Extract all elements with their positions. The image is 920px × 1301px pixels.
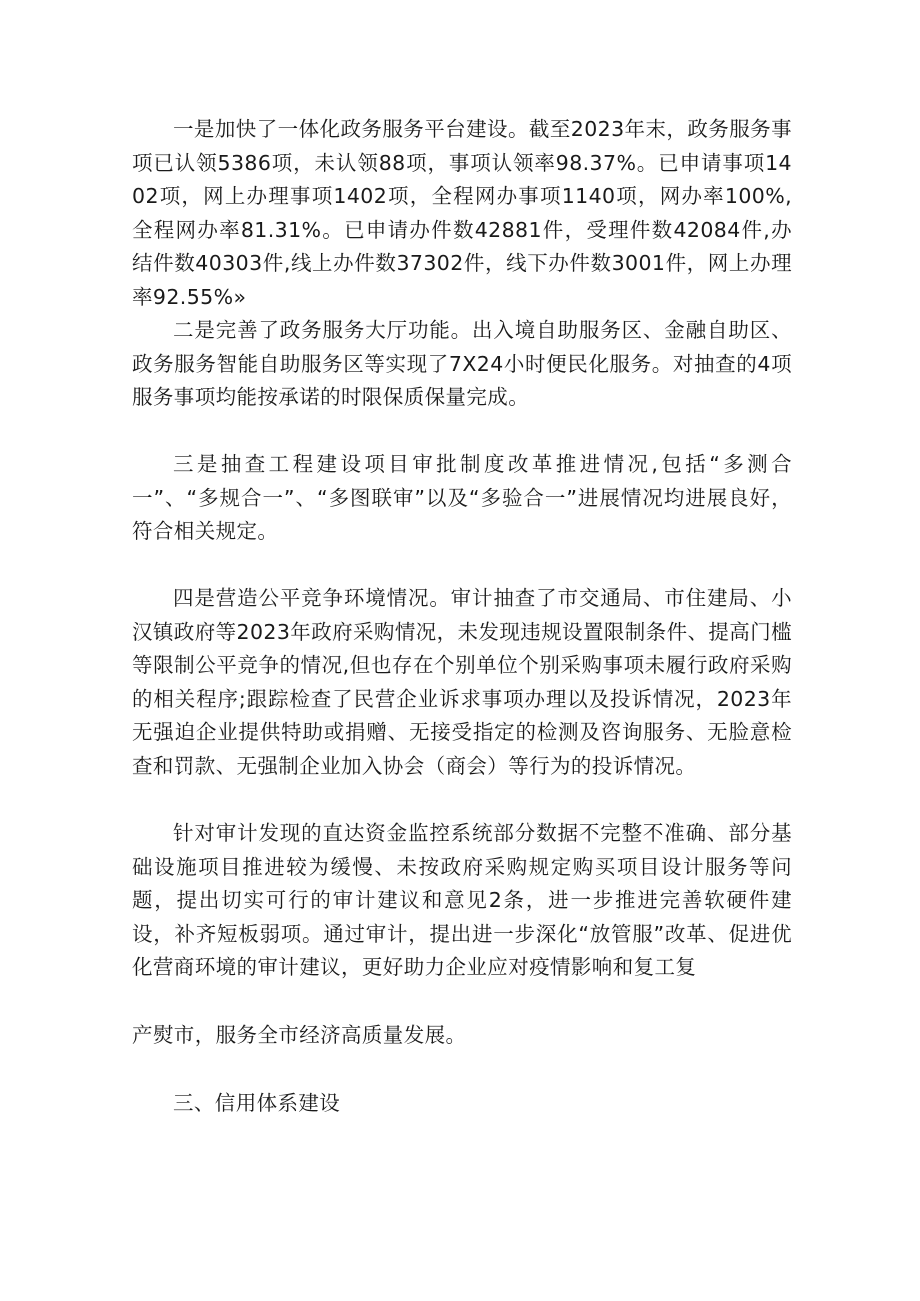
paragraph-continuation: 产熨市，服务全市经济高质量发展。 [132,1023,467,1047]
section-heading-credit-system: 三、信用体系建设 [173,1091,341,1115]
paragraph-audit-recommendations: 针对审计发现的直达资金监控系统部分数据不完整不准确、部分基础设施项目推进较为缓慢、未按政府采购规定购买项目设计服务等问题，提出切实可行的审计建议和意见2条，进一步推进完善软硬件建设，补齐短板弱项。通过审计，提出进一步深化“放管服”改革、促进优化营商环境的审计建议，更好助力企业应对疫情影响和复工复 [132,821,792,979]
paragraph-project-approval-reform: 三是抽查工程建设项目审批制度改革推进情况,包括“多测合一”、“多规合一”、“多图联审”以及“多验合一”进展情况均进展良好，符合相关规定。 [132,452,792,543]
paragraph-platform-construction: 一是加快了一体化政务服务平台建设。截至2023年末，政务服务事项已认领5386项，未认领88项，事项认领率98.37%。已申请事项1402项，网上办理事项1402项，全程网办事项1140项，网办率100%,全程网办率81.31%。已申请办件数42881件，受理件数42084件,办结件数40303件,线上办件数37302件，线下办件数3001件，网上办理率92.55%» [132,117,792,309]
paragraph-service-hall: 二是完善了政务服务大厅功能。出入境自助服务区、金融自助区、政务服务智能自助服务区等实现了7X24小时便民化服务。对抽查的4项服务事项均能按承诺的时限保质保量完成。 [132,318,792,409]
paragraph-fair-competition: 四是营造公平竞争环境情况。审计抽查了市交通局、市住建局、小汉镇政府等2023年政府采购情况，未发现违规设置限制条件、提高门槛等限制公平竞争的情况,但也存在个别单位个别采购事项未履行政府采购的相关程序;跟踪检查了民营企业诉求事项办理以及投诉情况，2023年无强迫企业提供特助或捐赠、无接受指定的检测及咨询服务、无脸意检查和罚款、无强制企业加入协会（商会）等行为的投诉情况。 [132,586,792,778]
